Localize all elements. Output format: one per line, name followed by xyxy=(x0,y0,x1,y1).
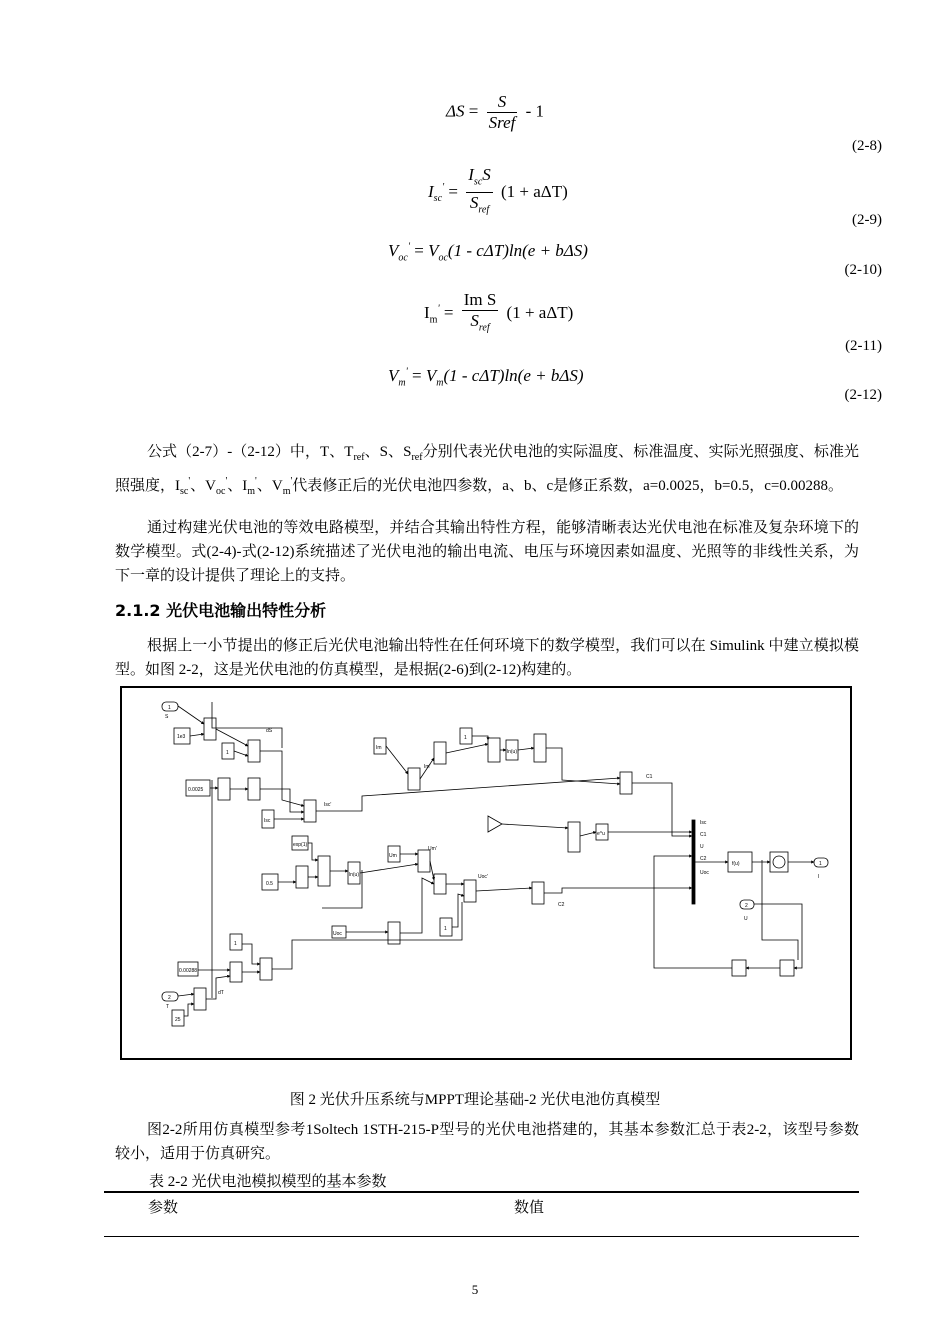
diagram-label-c-00288: 0.00288 xyxy=(179,968,198,974)
page-number: 5 xyxy=(471,1282,479,1297)
product-block xyxy=(408,768,420,790)
diagram-label-c-exp: exp(1) xyxy=(293,842,308,848)
figure-caption: 图 2 光伏升压系统与MPPT理论基础-2 光伏电池仿真模型 xyxy=(289,1092,661,1108)
table-header-rule xyxy=(104,1236,859,1237)
sum-block xyxy=(260,958,272,980)
diagram-label-sig-c2: C2 xyxy=(558,902,565,908)
diagram-label-ln2: ln(u) xyxy=(507,749,518,755)
diagram-label-sig-imp: Im' xyxy=(424,764,431,770)
mux-bus xyxy=(692,820,695,904)
diagram-label-pow: e^u xyxy=(597,831,605,837)
diagram-label-c-um: Um xyxy=(389,853,397,859)
equation-2-9: $I_{sc}'$ = $\frac{I_{sc}S}{S_{ref}}$ (1 + aΔT) xyxy=(428,165,568,216)
product-block xyxy=(568,822,580,852)
table-title: 表 2-2 光伏电池模拟模型的基本参数 xyxy=(149,1174,387,1190)
equation-number: (2-8) xyxy=(852,138,882,154)
equation-number: (2-9) xyxy=(852,212,882,228)
sum-block xyxy=(248,740,260,762)
memory-block xyxy=(732,960,746,976)
product-block xyxy=(304,800,316,822)
section-heading: 2.1.2 光伏电池输出特性分析 xyxy=(115,601,327,620)
table-header-param: 参数 xyxy=(148,1200,179,1216)
simulink-diagram xyxy=(122,688,850,1058)
equation-2-8: ΔS = $\frac{S}{\text{Sref}}$ - 1 xyxy=(446,92,545,132)
diagram-label-sig-uocp: Uoc' xyxy=(478,874,488,880)
product-block xyxy=(204,718,216,740)
memory-block xyxy=(780,960,794,976)
diagram-label-out1-name: I xyxy=(818,874,820,880)
equation-2-12: $V_m' = V_m(1 - c\Delta T)\ln(e + b\Delta S)$ xyxy=(388,366,584,389)
diagram-label-c-uoc: Uoc xyxy=(333,931,342,937)
sum-block xyxy=(194,988,206,1010)
diagram-label-c-1c: 1 xyxy=(464,735,467,741)
equation-2-11: $I_m'$ = $\frac{\text{Im S}}{S_{ref}}$ (1 + aΔT) xyxy=(424,290,574,334)
table-top-rule xyxy=(104,1191,859,1193)
diagram-label-c-0025: 0.0025 xyxy=(188,787,204,793)
diagram-label-c-1a: 1 xyxy=(226,750,229,756)
diagram-label-bus1: Isc xyxy=(700,820,707,826)
simulink-model-figure xyxy=(120,686,852,1060)
product-block xyxy=(620,772,632,794)
gain-block xyxy=(488,816,502,832)
table-header-value: 数值 xyxy=(514,1200,545,1216)
paragraph-simulink-intro: 根据上一小节提出的修正后光伏电池输出特性在任何环境下的数学模型，我们可以在 Simulink 中建立模拟模型。如图 2-2，这是光伏电池的仿真模型，是根据(2-6)到(2-12)构建的。 xyxy=(115,638,859,678)
paragraph-model-reference: 图2-2所用仿真模型参考1Soltech 1STH-215-P型号的光伏电池搭建的，其基本参数汇总于表2-2，该型号参数较小，适用于仿真研究。 xyxy=(115,1122,859,1162)
diagram-label-bus2: C1 xyxy=(700,832,707,838)
diagram-label-in3: 2 xyxy=(745,903,748,909)
product-block xyxy=(434,874,446,894)
product-block xyxy=(296,866,308,888)
diagram-label-in2: 2 xyxy=(168,995,171,1001)
product-block xyxy=(464,880,476,902)
diagram-label-c-im: Im xyxy=(376,745,382,751)
sum-block xyxy=(318,856,330,886)
diagram-label-c-1d: 1 xyxy=(444,926,447,932)
product-block xyxy=(534,734,546,762)
diagram-label-in3-name: U xyxy=(744,916,748,922)
diagram-label-in1: 1 xyxy=(168,705,171,711)
diagram-label-bus4: C2 xyxy=(700,856,707,862)
equation-2-10: $V_{oc}' = V_{oc}(1 - c\Delta T)\ln(e + b\Delta S)$ xyxy=(388,241,588,264)
paragraph-symbols: 公式（2-7）-（2-12）中，T、$T_{ref}$、S、$S_{ref}$分别代表光伏电池的实际温度、标准温度、实际光照强度、标准光照强度，$I_{sc}'$、$V_{oc}'$、$I_m'$、$V_m'$代表修正后的光伏电池四参数，a、b、c是修正系数，a=0.0025，b=0.5，c=0.00288。 xyxy=(115,444,859,497)
diagram-label-fcn: f(u) xyxy=(732,861,740,867)
equation-number: (2-12) xyxy=(844,387,882,403)
diagram-label-ln1: ln(u) xyxy=(349,872,360,878)
diagram-label-out1: 1 xyxy=(819,861,822,867)
sum-block xyxy=(488,738,500,762)
diagram-label-in1-name: S xyxy=(165,714,169,720)
product-block xyxy=(230,962,242,982)
diagram-label-bus5: Uoc xyxy=(700,870,709,876)
product-block xyxy=(532,882,544,904)
diagram-label-sig-ump: Um' xyxy=(428,846,437,852)
product-block xyxy=(434,742,446,764)
diagram-label-sig-dt: dT xyxy=(218,990,224,996)
sum-block xyxy=(248,778,260,800)
diagram-label-sig-ds: dS xyxy=(266,728,273,734)
equation-number: (2-10) xyxy=(844,262,882,278)
product-block xyxy=(388,922,400,944)
diagram-label-in2-name: T xyxy=(166,1004,170,1010)
diagram-label-c-05: 0.5 xyxy=(266,881,273,887)
diagram-label-bus3: U xyxy=(700,844,704,850)
diagram-label-c-1e3: 1e3 xyxy=(177,734,186,740)
paragraph-model-summary: 通过构建光伏电池的等效电路模型，并结合其输出特性方程，能够清晰表达光伏电池在标准及复杂环境下的数学模型。式(2-4)-式(2-12)系统描述了光伏电池的输出电流、电压与环境因素如温度、光照等的非线性关系，为下一章的设计提供了理论上的支持。 xyxy=(115,520,859,584)
diagram-label-sig-iscp: Isc' xyxy=(324,802,332,808)
equation-number: (2-11) xyxy=(845,338,882,354)
diagram-label-c-1b: 1 xyxy=(234,941,237,947)
diagram-label-c-25: 25 xyxy=(175,1017,181,1023)
product-block xyxy=(418,850,430,872)
product-block xyxy=(218,778,230,800)
diagram-label-sig-c1: C1 xyxy=(646,774,653,780)
diagram-label-c-isc: Isc xyxy=(264,818,271,824)
